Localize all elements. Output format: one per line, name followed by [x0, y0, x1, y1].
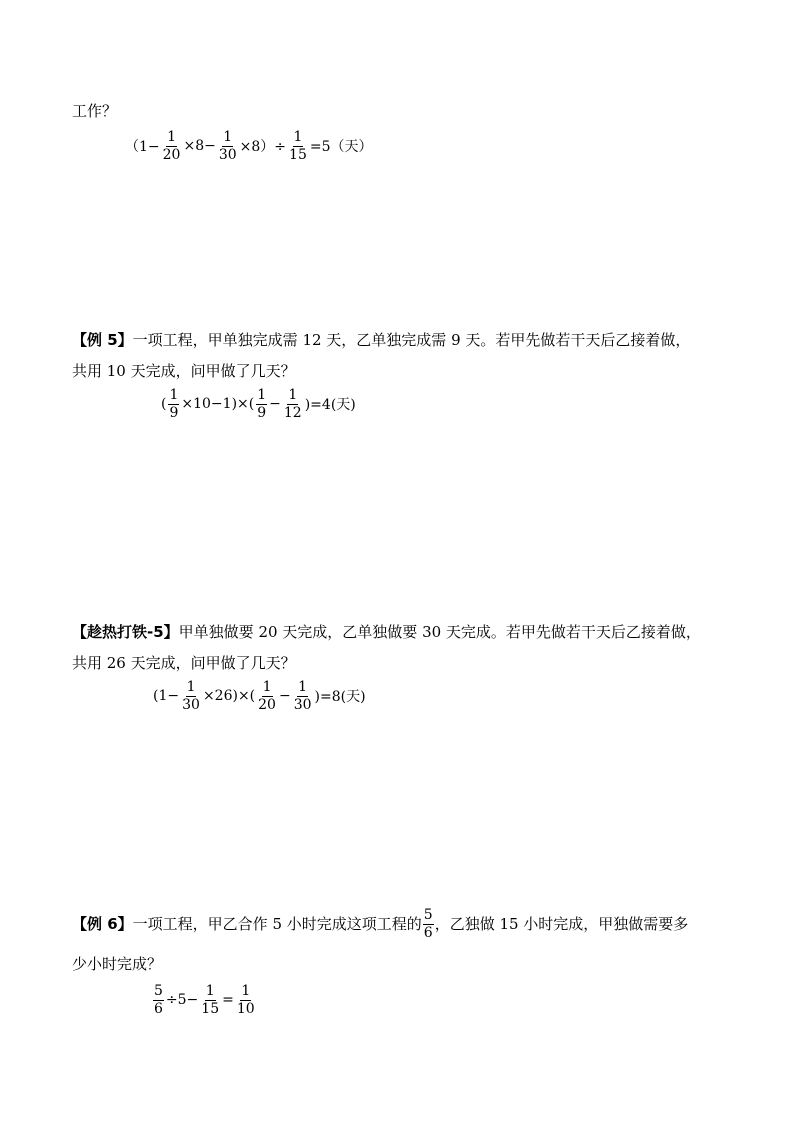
eq1-tail: =5（天） [309, 139, 373, 156]
example-6-text-1b: ，乙独做 15 小时完成，甲独做需要多 [434, 914, 689, 933]
fraction: $\frac{1}{20}$ [258, 679, 276, 713]
fraction: $\frac{5}{6}$ [423, 907, 433, 941]
practice-5-line-1 [72, 625, 701, 640]
example-5-text-1: 一项工程，甲单独完成需 12 天，乙单独完成需 9 天。若甲先做若干天后乙接着做， [132, 331, 691, 349]
fraction: $\frac{1}{30}$ [182, 679, 200, 713]
example-5-tag: 【例 5】 [72, 331, 133, 349]
solution-equation-1 [124, 130, 374, 162]
fraction: $\frac{1}{15}$ [201, 983, 220, 1017]
continuation-text: 工作？ [72, 102, 118, 120]
fraction: $\frac{1}{10}$ [236, 983, 255, 1017]
fraction: $\frac{1}{15}$ [289, 129, 307, 163]
fraction: $\frac{1}{9}$ [169, 387, 179, 421]
eq2-tail: )=4(天) [304, 397, 356, 414]
eq3-mid1: ×26)×( [202, 688, 256, 705]
eq2-open: ( [161, 396, 167, 413]
example-5-line-1 [72, 333, 690, 348]
eq3-open: (1− [153, 688, 180, 705]
practice-5-line-2: 共用 26 天完成，问甲做了几天？ [72, 654, 296, 672]
eq1-mid2: ×8）÷ [239, 139, 287, 156]
fraction: $\frac{1}{9}$ [257, 387, 267, 421]
eq3-mid2: − [278, 688, 291, 705]
example-5-line-2: 共用 10 天完成，问甲做了几天？ [72, 362, 296, 380]
eq3-tail: )=8(天) [314, 689, 366, 706]
eq1-mid1: ×8− [183, 138, 216, 155]
fraction: $\frac{1}{12}$ [283, 387, 302, 421]
fraction: $\frac{5}{6}$ [154, 983, 163, 1017]
eq2-mid2: − [269, 396, 281, 413]
eq4-mid1: ÷5− [165, 992, 199, 1009]
example-6-tag: 【例 6】 [72, 914, 133, 933]
practice-5-text-1: 甲单独做要 20 天完成，乙单独做要 30 天完成。若甲先做若干天后乙接着做， [178, 623, 701, 641]
example-6-text-1a: 一项工程，甲乙合作 5 小时完成这项工程的 [132, 914, 422, 933]
practice-5-tag: 【趁热打铁-5】 [72, 623, 179, 641]
solution-equation-2 [160, 388, 357, 420]
fraction: $\frac{1}{30}$ [293, 679, 312, 713]
fraction: $\frac{1}{30}$ [218, 129, 237, 163]
solution-equation-4 [152, 984, 257, 1016]
example-6-line-1 [72, 908, 688, 940]
eq2-mid1: ×10−1)×( [181, 396, 255, 413]
eq4-mid2: = [222, 992, 234, 1009]
example-6-line-2: 少小时完成？ [72, 955, 163, 973]
eq1-open: （1− [125, 139, 160, 156]
solution-equation-3 [152, 680, 367, 712]
fraction: $\frac{1}{20}$ [162, 129, 181, 163]
